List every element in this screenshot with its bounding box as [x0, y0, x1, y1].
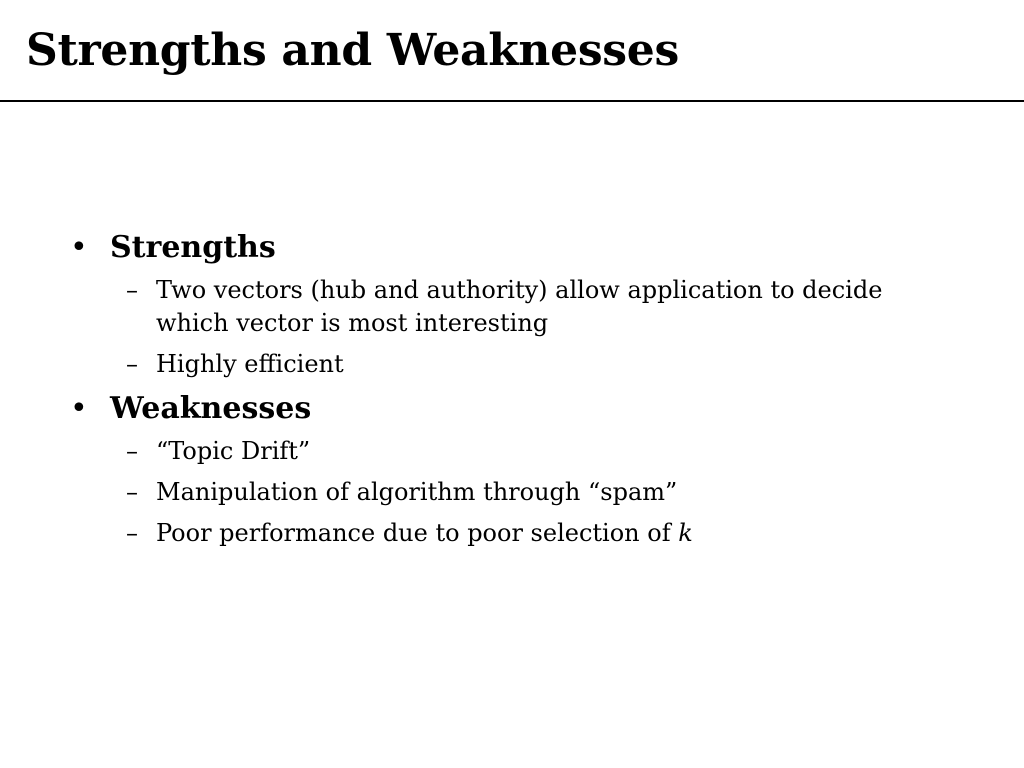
list-item-text: Poor performance due to poor selection of — [156, 519, 679, 547]
slide-content — [70, 228, 970, 558]
list-item — [70, 476, 916, 509]
list-item — [70, 274, 916, 340]
heading-weaknesses: Weaknesses — [110, 391, 312, 426]
dash-icon: – — [126, 437, 138, 465]
list-item — [70, 517, 916, 550]
weaknesses-list — [70, 435, 970, 550]
list-item-text: Highly efficient — [156, 350, 344, 378]
bullet-strengths — [70, 228, 970, 268]
list-item — [70, 435, 916, 468]
dash-icon: – — [126, 519, 138, 547]
bullet-dot-icon: • — [70, 230, 88, 265]
list-item — [70, 348, 916, 381]
dash-icon: – — [126, 350, 138, 378]
slide-title: Strengths and Weaknesses — [26, 25, 679, 76]
list-item-text: “Topic Drift” — [156, 437, 311, 465]
list-item-text: Manipulation of algorithm through “spam” — [156, 478, 678, 506]
dash-icon: – — [126, 276, 138, 304]
bullet-weaknesses — [70, 389, 970, 429]
dash-icon: – — [126, 478, 138, 506]
title-divider — [0, 100, 1024, 102]
list-item-text: Two vectors (hub and authority) allow application to decide which vector is most interesting — [156, 276, 883, 337]
variable-k: k — [678, 519, 693, 547]
strengths-list — [70, 274, 970, 381]
bullet-dot-icon: • — [70, 391, 88, 426]
heading-strengths: Strengths — [110, 230, 276, 265]
